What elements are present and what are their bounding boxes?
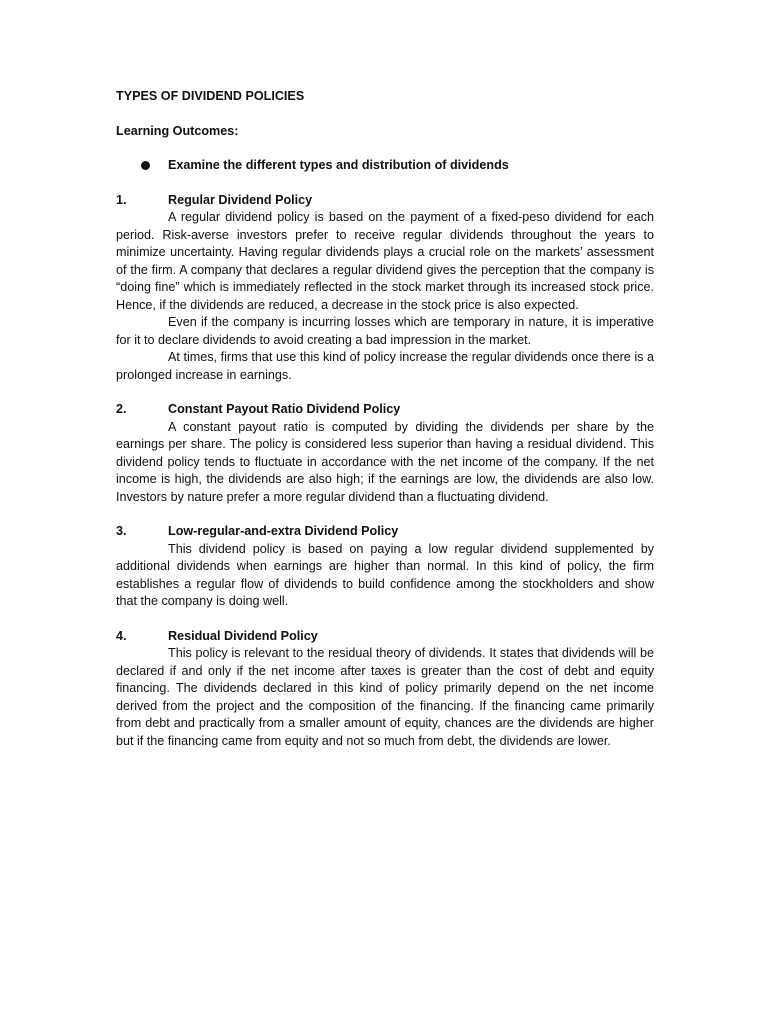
section-regular-dividend-policy bbox=[116, 192, 654, 385]
section-title: Regular Dividend Policy bbox=[168, 192, 313, 207]
paragraph: Even if the company is incurring losses which are temporary in nature, it is imperative for it to declare dividends to avoid creating a bad impression in the market. bbox=[116, 315, 654, 347]
section-heading bbox=[116, 628, 654, 646]
section-title: Residual Dividend Policy bbox=[168, 628, 318, 643]
paragraph: A regular dividend policy is based on the payment of a fixed-peso dividend for each period. Risk-averse investors prefer to receive regular dividends throughout the years to minimize uncertainty. Having regular dividends plays a crucial role on the markets’ assessment of the firm. A company that declares a regular dividend gives the perception that the company is “doing fine” which is immediately reflected in the stock market through its increased stock price. Hence, if the dividends are reduced, a decrease in the stock price is also expected. bbox=[116, 210, 654, 312]
section-title: Constant Payout Ratio Dividend Policy bbox=[168, 402, 401, 416]
section-number: 4. bbox=[116, 628, 127, 643]
learning-outcomes-heading: Learning Outcomes: bbox=[116, 123, 239, 138]
section-number: 2. bbox=[116, 402, 127, 416]
section-number: 3. bbox=[116, 524, 127, 538]
section-heading bbox=[116, 192, 654, 210]
section-number: 1. bbox=[116, 192, 127, 207]
learning-outcome-text: Examine the different types and distribution of dividends bbox=[168, 158, 509, 172]
learning-outcome-item bbox=[116, 157, 654, 175]
section-constant-payout-ratio-policy bbox=[116, 401, 654, 506]
section-heading bbox=[116, 401, 654, 419]
paragraph: At times, firms that use this kind of policy increase the regular dividends once there is a prolonged increase in earnings. bbox=[116, 350, 654, 382]
section-heading bbox=[116, 523, 654, 541]
paragraph: This policy is relevant to the residual theory of dividends. It states that dividends will be declared if and only if the net income after taxes is greater than the cost of debt and equity financing. The dividends declared in this kind of policy primarily depend on the net income derived from the project and the composition of the financing. If the financing came primarily from debt and practically from a smaller amount of equity, chances are the dividends are higher but if the financing came from equity and not so much from debt, the dividends are lower. bbox=[116, 646, 654, 748]
paragraph: This dividend policy is based on paying a low regular dividend supplemented by additional dividends when earnings are higher than normal. In this kind of policy, the firm establishes a regular flow of dividends to build confidence among the stockholders and show that the company is doing well. bbox=[116, 541, 654, 608]
section-residual-dividend-policy bbox=[116, 628, 654, 751]
document-page bbox=[116, 88, 654, 767]
document-title: TYPES OF DIVIDEND POLICIES bbox=[116, 89, 305, 103]
section-low-regular-and-extra-policy bbox=[116, 523, 654, 611]
section-title: Low-regular-and-extra Dividend Policy bbox=[168, 524, 399, 538]
paragraph: A constant payout ratio is computed by dividing the dividends per share by the earnings per share. The policy is considered less superior than having a residual dividend. This dividend policy tends to fluctuate in accordance with the net income of the company. If the net income is high, the dividends are also high; if the earnings are low, the dividends are also low. Investors by nature prefer a more regular dividend than a fluctuating dividend. bbox=[116, 419, 654, 504]
bullet-icon bbox=[141, 161, 150, 170]
